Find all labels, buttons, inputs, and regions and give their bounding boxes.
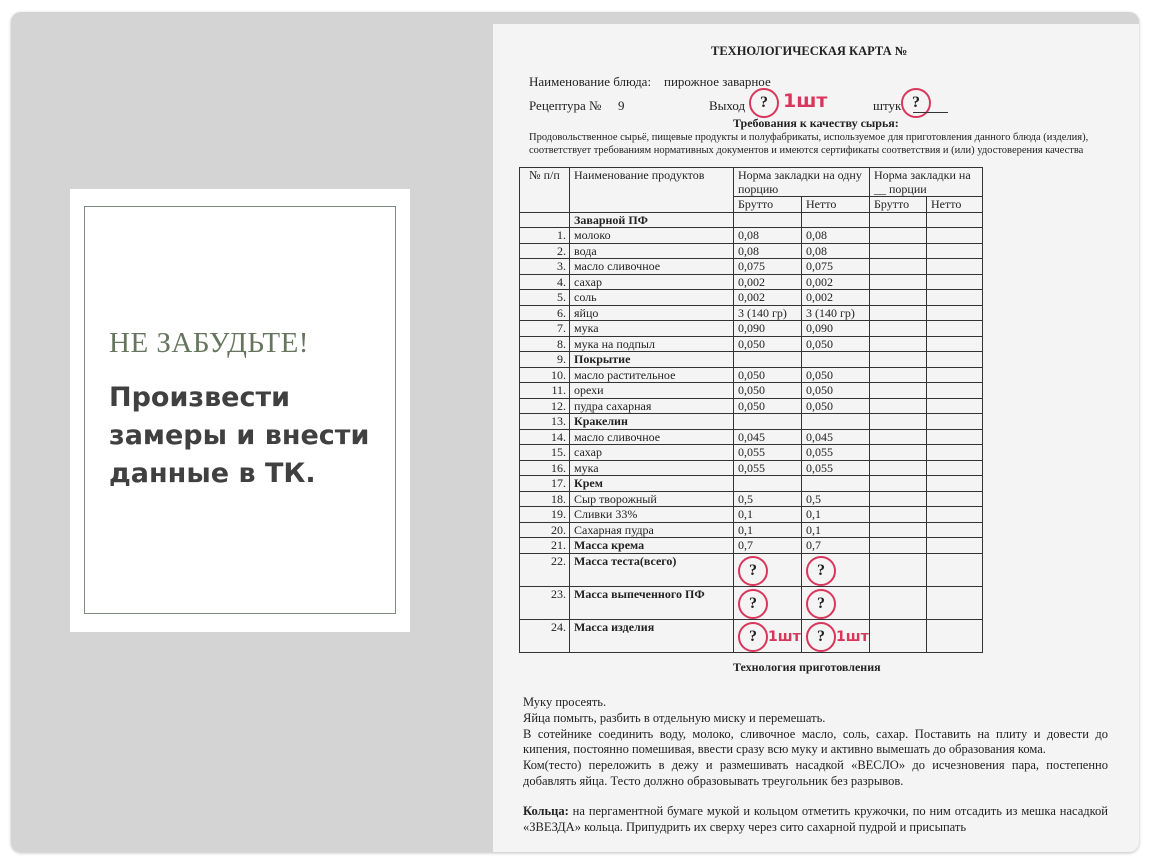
row-number: 8. xyxy=(520,336,570,352)
row-net-n xyxy=(927,274,983,290)
tech-step: Муку просеять. xyxy=(523,695,607,709)
row-net: 0,050 xyxy=(802,336,870,352)
table-row xyxy=(520,305,983,321)
row-net-n xyxy=(927,336,983,352)
row-gross: 0,1 xyxy=(734,507,802,523)
row-gross-n xyxy=(870,538,927,554)
header-net: Нетто xyxy=(802,197,870,213)
row-net: 0,075 xyxy=(802,259,870,275)
output-label: Выход xyxy=(709,98,746,113)
row-net-n xyxy=(927,212,983,228)
output-question-marker: ? xyxy=(749,88,779,118)
row-gross-n xyxy=(870,398,927,414)
row-gross-n xyxy=(870,367,927,383)
row-gross-n xyxy=(870,352,927,368)
row-net-n xyxy=(927,228,983,244)
row-net: 0,045 xyxy=(802,429,870,445)
table-row xyxy=(520,507,983,523)
row-net: 0,050 xyxy=(802,383,870,399)
row-net: 0,7 xyxy=(802,538,870,554)
row-gross-n xyxy=(870,228,927,244)
row-number: 20. xyxy=(520,522,570,538)
table-row xyxy=(520,460,983,476)
row-number: 13. xyxy=(520,414,570,430)
slide xyxy=(11,12,1139,852)
row-net: 0,5 xyxy=(802,491,870,507)
row-gross-n xyxy=(870,553,927,586)
row-net: 0,090 xyxy=(802,321,870,337)
row-product-name: Кракелин xyxy=(570,414,734,430)
row-number: 7. xyxy=(520,321,570,337)
tech-step-rings: Кольца: на пергаментной бумаге мукой и кольцом отметить кружочки, по ним отсадить из мешка насадкой «ЗВЕЗДА» кольца. Припудрить их сверху через сито сахарной пудрой и присыпать xyxy=(523,803,1108,834)
row-number: 15. xyxy=(520,445,570,461)
row-net-n xyxy=(927,491,983,507)
row-gross-n xyxy=(870,507,927,523)
row-product-name: сахар xyxy=(570,274,734,290)
pieces-underline xyxy=(913,112,948,113)
row-gross: 0,002 xyxy=(734,290,802,306)
row-product-name: яйцо xyxy=(570,305,734,321)
row-gross-n xyxy=(870,383,927,399)
doc-title: ТЕХНОЛОГИЧЕСКАЯ КАРТА № xyxy=(711,44,908,58)
table-row xyxy=(520,228,983,244)
row-number: 21. xyxy=(520,538,570,554)
row-gross: 0,08 xyxy=(734,228,802,244)
table-row xyxy=(520,414,983,430)
row-net: 0,050 xyxy=(802,367,870,383)
tech-step: В сотейнике соединить воду, молоко, сливочное масло, соль, сахар. Поставить на плиту и довести до кипения, постоянно помешивая, ввести сразу всю муку и активно вымешать до образования кома. xyxy=(523,726,1108,757)
row-net: 0,002 xyxy=(802,274,870,290)
dish-label: Наименование блюда: xyxy=(529,74,652,89)
question-marker: ? xyxy=(806,622,836,652)
row-net-n xyxy=(927,553,983,586)
row-gross: 0,050 xyxy=(734,383,802,399)
table-row xyxy=(520,259,983,275)
row-net-n xyxy=(927,619,983,652)
row-number: 10. xyxy=(520,367,570,383)
row-net-n xyxy=(927,352,983,368)
row-gross: 0,7 xyxy=(734,538,802,554)
row-net: 0,08 xyxy=(802,243,870,259)
table-row xyxy=(520,212,983,228)
row-net-n xyxy=(927,367,983,383)
row-product-name: сахар xyxy=(570,445,734,461)
row-product-name: Покрытие xyxy=(570,352,734,368)
row-product-name: соль xyxy=(570,290,734,306)
handwritten-note: 1шт xyxy=(768,628,801,645)
row-gross-n xyxy=(870,414,927,430)
row-net-n xyxy=(927,460,983,476)
row-gross: 3 (140 гр) xyxy=(734,305,802,321)
row-gross: 0,055 xyxy=(734,445,802,461)
row-gross-n xyxy=(870,476,927,492)
tech-step: Яйца помыть, разбить в отдельную миску и перемешать. xyxy=(523,710,826,725)
requirements-text: Продовольственное сырьё, пищевые продукты и полуфабрикаты, используемое для приготовления данного блюда (изделия), соответствует требованиям нормативных документов и имеются сертификаты соответствия и (или) удостоверения качества xyxy=(529,132,1089,156)
row-net: 0,002 xyxy=(802,290,870,306)
row-net-n xyxy=(927,305,983,321)
requirements-title: Требования к качеству сырья: xyxy=(733,116,899,130)
table-row xyxy=(520,274,983,290)
row-number: 9. xyxy=(520,352,570,368)
table-row xyxy=(520,383,983,399)
row-product-name: Заварной ПФ xyxy=(570,212,734,228)
reminder-card xyxy=(70,189,410,632)
recipe-label: Рецептура № xyxy=(529,98,602,113)
row-gross-n xyxy=(870,290,927,306)
row-number: 2. xyxy=(520,243,570,259)
row-gross: 0,08 xyxy=(734,243,802,259)
row-net: 0,1 xyxy=(802,522,870,538)
row-gross-n xyxy=(870,305,927,321)
row-net-n xyxy=(927,414,983,430)
row-gross xyxy=(734,212,802,228)
row-net: 0,055 xyxy=(802,460,870,476)
table-row xyxy=(520,367,983,383)
row-net: 3 (140 гр) xyxy=(802,305,870,321)
table-row xyxy=(520,336,983,352)
header-norm-one: Норма закладки на одну порцию xyxy=(734,168,870,197)
row-product-name: мука xyxy=(570,460,734,476)
technology-text xyxy=(523,695,1108,835)
row-net-n xyxy=(927,538,983,554)
row-number: 18. xyxy=(520,491,570,507)
table-row xyxy=(520,352,983,368)
row-product-name: молоко xyxy=(570,228,734,244)
row-gross: 0,002 xyxy=(734,274,802,290)
row-net xyxy=(802,352,870,368)
row-gross: 0,050 xyxy=(734,336,802,352)
table-row xyxy=(520,290,983,306)
row-product-name: Масса изделия xyxy=(570,619,734,652)
header-net-n: Нетто xyxy=(927,197,983,213)
row-number: 14. xyxy=(520,429,570,445)
reminder-heading: НЕ ЗАБУДЬТЕ! xyxy=(109,327,309,359)
dish-value: пирожное заварное xyxy=(664,74,771,89)
row-net xyxy=(802,414,870,430)
row-product-name: Сыр творожный xyxy=(570,491,734,507)
row-gross xyxy=(734,586,802,619)
question-marker: ? xyxy=(738,556,768,586)
row-gross: 0,055 xyxy=(734,460,802,476)
ingredients-table xyxy=(519,167,983,653)
row-net-n xyxy=(927,259,983,275)
recipe-value: 9 xyxy=(618,98,625,113)
row-product-name: Масса теста(всего) xyxy=(570,553,734,586)
row-product-name: пудра сахарная xyxy=(570,398,734,414)
row-product-name: Сливки 33% xyxy=(570,507,734,523)
row-number xyxy=(520,212,570,228)
header-name: Наименование продуктов xyxy=(570,168,734,213)
row-product-name: масло растительное xyxy=(570,367,734,383)
row-gross xyxy=(734,352,802,368)
row-net-n xyxy=(927,383,983,399)
row-number: 17. xyxy=(520,476,570,492)
row-product-name: орехи xyxy=(570,383,734,399)
row-net: 0,050 xyxy=(802,398,870,414)
row-net xyxy=(802,212,870,228)
row-product-name: мука на подпыл xyxy=(570,336,734,352)
row-gross-n xyxy=(870,445,927,461)
row-gross: 0,090 xyxy=(734,321,802,337)
row-gross-n xyxy=(870,619,927,652)
row-product-name: масло сливочное xyxy=(570,259,734,275)
question-marker: ? xyxy=(806,556,836,586)
row-net-n xyxy=(927,243,983,259)
row-number: 5. xyxy=(520,290,570,306)
row-net xyxy=(802,586,870,619)
row-gross-n xyxy=(870,321,927,337)
row-net-n xyxy=(927,522,983,538)
row-gross-n xyxy=(870,460,927,476)
row-number: 6. xyxy=(520,305,570,321)
table-row xyxy=(520,522,983,538)
row-gross xyxy=(734,553,802,586)
row-gross-n xyxy=(870,522,927,538)
output-handwritten-note: 1шт xyxy=(783,90,828,112)
row-gross-n xyxy=(870,586,927,619)
reminder-frame xyxy=(84,206,396,614)
row-net xyxy=(802,553,870,586)
question-marker: ? xyxy=(738,589,768,619)
header-gross-n: Брутто xyxy=(870,197,927,213)
pieces-label: штук xyxy=(873,98,902,113)
row-product-name: масло сливочное xyxy=(570,429,734,445)
row-net-n xyxy=(927,429,983,445)
row-gross xyxy=(734,619,802,652)
question-marker: ? xyxy=(738,622,768,652)
row-net xyxy=(802,619,870,652)
table-row xyxy=(520,445,983,461)
row-gross: 0,5 xyxy=(734,491,802,507)
pieces-question-marker: ? xyxy=(901,88,931,118)
row-gross: 0,1 xyxy=(734,522,802,538)
row-number: 11. xyxy=(520,383,570,399)
row-net-n xyxy=(927,398,983,414)
technology-title: Технология приготовления xyxy=(733,660,881,674)
row-gross-n xyxy=(870,259,927,275)
row-net: 0,1 xyxy=(802,507,870,523)
row-net-n xyxy=(927,321,983,337)
table-row xyxy=(520,398,983,414)
header-gross: Брутто xyxy=(734,197,802,213)
question-marker: ? xyxy=(806,589,836,619)
row-gross-n xyxy=(870,274,927,290)
row-number: 3. xyxy=(520,259,570,275)
row-number: 24. xyxy=(520,619,570,652)
row-gross-n xyxy=(870,336,927,352)
row-net-n xyxy=(927,476,983,492)
table-row xyxy=(520,538,983,554)
row-gross-n xyxy=(870,491,927,507)
row-number: 1. xyxy=(520,228,570,244)
row-gross-n xyxy=(870,429,927,445)
handwritten-note: 1шт xyxy=(836,628,869,645)
row-gross: 0,045 xyxy=(734,429,802,445)
header-num: № п/п xyxy=(520,168,570,213)
table-row xyxy=(520,429,983,445)
row-product-name: Крем xyxy=(570,476,734,492)
row-gross: 0,050 xyxy=(734,367,802,383)
tech-step: Ком(тесто) переложить в дежу и размешивать насадкой «ВЕСЛО» до исчезновения пара, постепенно добавлять яйца. Тесто должно образовывать треугольник без разрывов. xyxy=(523,758,1108,788)
row-product-name: мука xyxy=(570,321,734,337)
table-row xyxy=(520,321,983,337)
row-gross: 0,050 xyxy=(734,398,802,414)
row-product-name: Масса выпеченного ПФ xyxy=(570,586,734,619)
row-number: 4. xyxy=(520,274,570,290)
reminder-text: Произвести замеры и внести данные в ТК. xyxy=(109,382,370,489)
table-row xyxy=(520,243,983,259)
row-gross xyxy=(734,476,802,492)
row-product-name: Масса крема xyxy=(570,538,734,554)
table-row xyxy=(520,476,983,492)
tech-card-document xyxy=(493,24,1139,852)
row-net-n xyxy=(927,586,983,619)
row-net-n xyxy=(927,445,983,461)
table-row xyxy=(520,619,983,652)
header-norm-n: Норма закладки на __ порции xyxy=(870,168,983,197)
row-product-name: Сахарная пудра xyxy=(570,522,734,538)
row-number: 16. xyxy=(520,460,570,476)
row-net: 0,055 xyxy=(802,445,870,461)
row-product-name: вода xyxy=(570,243,734,259)
table-row xyxy=(520,553,983,586)
table-row xyxy=(520,491,983,507)
row-net-n xyxy=(927,507,983,523)
row-net: 0,08 xyxy=(802,228,870,244)
row-gross xyxy=(734,414,802,430)
row-number: 22. xyxy=(520,553,570,586)
row-gross-n xyxy=(870,212,927,228)
row-number: 12. xyxy=(520,398,570,414)
row-gross: 0,075 xyxy=(734,259,802,275)
row-gross-n xyxy=(870,243,927,259)
table-row xyxy=(520,586,983,619)
row-net xyxy=(802,476,870,492)
row-number: 23. xyxy=(520,586,570,619)
row-net-n xyxy=(927,290,983,306)
row-number: 19. xyxy=(520,507,570,523)
